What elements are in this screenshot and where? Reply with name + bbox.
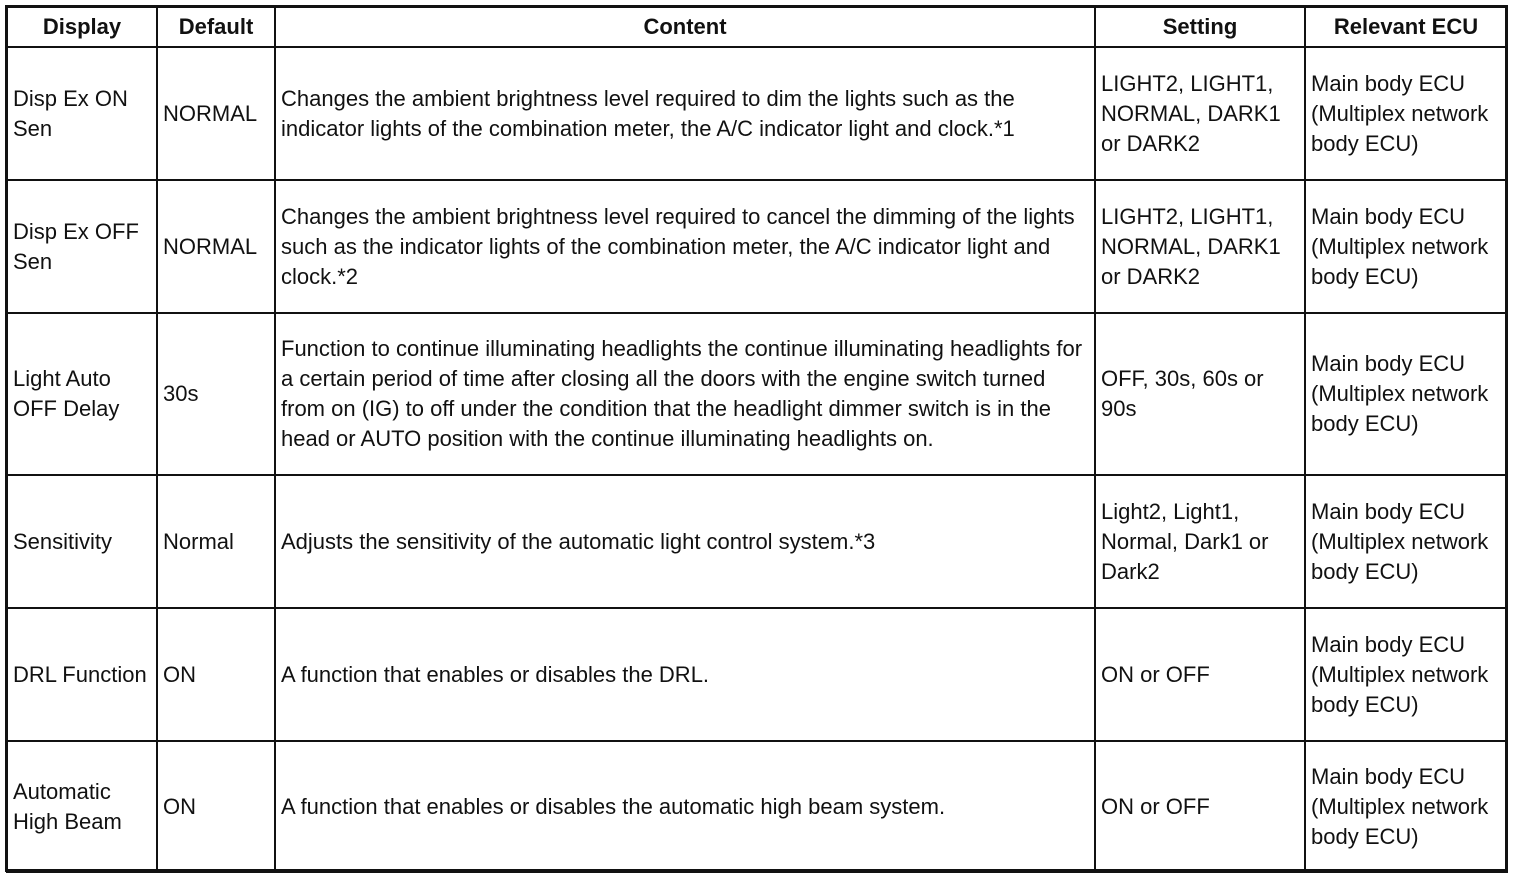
table-body xyxy=(7,47,1507,872)
table-row xyxy=(7,741,1507,872)
cell-relevant-ecu: Main body ECU (Multiplex network body ECU) xyxy=(1305,313,1507,475)
cell-setting: OFF, 30s, 60s or 90s xyxy=(1095,313,1305,475)
table-row xyxy=(7,608,1507,741)
cell-relevant-ecu: Main body ECU (Multiplex network body ECU) xyxy=(1305,475,1507,608)
cell-default: Normal xyxy=(157,475,275,608)
table-row xyxy=(7,313,1507,475)
table-row xyxy=(7,475,1507,608)
cell-content: Function to continue illuminating headlights the continue illuminating headlights for a certain period of time after closing all the doors with the engine switch turned from on (IG) to off under the condition that the headlight dimmer switch is in the head or AUTO position with the continue illuminating headlights on. xyxy=(275,313,1095,475)
customize-settings-table xyxy=(6,6,1508,873)
cell-setting: LIGHT2, LIGHT1, NORMAL, DARK1 or DARK2 xyxy=(1095,180,1305,313)
cell-default: 30s xyxy=(157,313,275,475)
cell-setting: ON or OFF xyxy=(1095,741,1305,872)
cell-display: Disp Ex OFF Sen xyxy=(7,180,157,313)
header-relevant-ecu: Relevant ECU xyxy=(1305,7,1507,47)
cell-content: Changes the ambient brightness level required to dim the lights such as the indicator lights of the combination meter, the A/C indicator light and clock.*1 xyxy=(275,47,1095,180)
header-content: Content xyxy=(275,7,1095,47)
cell-relevant-ecu: Main body ECU (Multiplex network body ECU) xyxy=(1305,180,1507,313)
cell-default: NORMAL xyxy=(157,47,275,180)
header-default: Default xyxy=(157,7,275,47)
cell-content: Changes the ambient brightness level required to cancel the dimming of the lights such as the indicator lights of the combination meter, the A/C indicator light and clock.*2 xyxy=(275,180,1095,313)
cell-default: ON xyxy=(157,608,275,741)
cell-display: DRL Function xyxy=(7,608,157,741)
cell-default: ON xyxy=(157,741,275,872)
header-setting: Setting xyxy=(1095,7,1305,47)
cell-display: Sensitivity xyxy=(7,475,157,608)
header-display: Display xyxy=(7,7,157,47)
cell-relevant-ecu: Main body ECU (Multiplex network body ECU) xyxy=(1305,47,1507,180)
table-row xyxy=(7,47,1507,180)
cell-display: Light Auto OFF Delay xyxy=(7,313,157,475)
cell-default: NORMAL xyxy=(157,180,275,313)
cell-relevant-ecu: Main body ECU (Multiplex network body ECU) xyxy=(1305,741,1507,872)
cell-display: Disp Ex ON Sen xyxy=(7,47,157,180)
cell-setting: LIGHT2, LIGHT1, NORMAL, DARK1 or DARK2 xyxy=(1095,47,1305,180)
header-row xyxy=(7,7,1507,47)
table-header xyxy=(7,7,1507,47)
cell-content: A function that enables or disables the DRL. xyxy=(275,608,1095,741)
cell-setting: ON or OFF xyxy=(1095,608,1305,741)
cell-setting: Light2, Light1, Normal, Dark1 or Dark2 xyxy=(1095,475,1305,608)
cell-relevant-ecu: Main body ECU (Multiplex network body ECU) xyxy=(1305,608,1507,741)
table-row xyxy=(7,180,1507,313)
cell-content: A function that enables or disables the automatic high beam system. xyxy=(275,741,1095,872)
cell-content: Adjusts the sensitivity of the automatic light control system.*3 xyxy=(275,475,1095,608)
cell-display: Automatic High Beam xyxy=(7,741,157,872)
